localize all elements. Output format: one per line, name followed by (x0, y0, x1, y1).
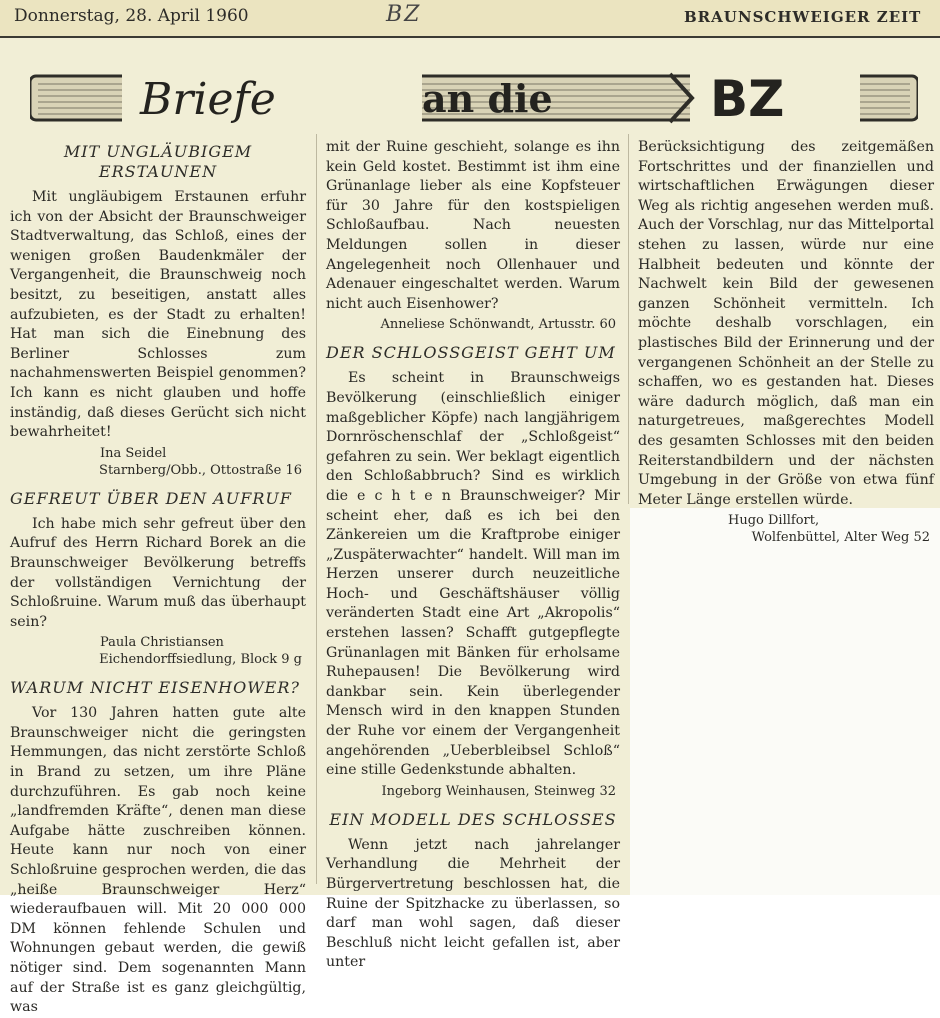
signature (10, 445, 302, 479)
handwritten-mark: BZ (386, 2, 422, 27)
author-address: Starnberg/Obb., Ottostraße 16 (99, 462, 302, 478)
column-1 (10, 138, 306, 1018)
section-banner (30, 68, 918, 126)
letter-body: Ich habe mich sehr gefreut über den Aufruf des Herrn Richard Borek an die Braunschweiger Bevölkerung betreffs der vollständigen Vernichtung der Schloßruine. Warum muß das überhaupt sein? (10, 515, 306, 630)
column-2 (326, 138, 620, 973)
banner-mid: an die (422, 76, 553, 121)
author-address: Eichendorffsiedlung, Block 9 g (99, 652, 302, 668)
newspaper-header (0, 0, 940, 38)
headline: MIT UNGLÄUBIGEM ERSTAUNEN (63, 142, 253, 181)
signature: Ingeborg Weinhausen, Steinweg 32 (381, 783, 616, 799)
letter-body: Vor 130 Jahren hatten gute alte Braunschweiger nicht die geringsten Hemmungen, das nicht zerstörte Schloß in Brand zu setzen, um ihre Pläne durchzuführen. Es gab noch keine „landfremden Kräfte“, denen man diese Aufgabe hätte zuschreiben können. Heute kann nur noch von einer Schloßruine gesprochen werden, die das „heiße Braunschweiger Herz“ wiederaufbauen will. Mit 20 000 000 DM können fehlende Schulen und Wohnungen gebaut werden, die gewiß nötiger sind. Dem sogenannten Mann auf der Straße ist es ganz gleichgültig, was (10, 705, 306, 1016)
letter-body: Mit ungläubigem Erstaunen erfuhr ich von der Absicht der Braunschweiger Stadtverwaltung, das Schloß, eines der wenigen großen Baudenkmäler der Vergangenheit, die Braunschweig noch besitzt, zu beseitigen, anstatt alles aufzubieten, es der Stadt zu erhalten! Hat man sich die Einebnung des Berliner Schlosses zum nachahmenswerten Beispiel genommen? Ich kann es nicht glauben und hoffe inständig, daß dieses Gerücht sich nicht bewahrheitet! (10, 189, 306, 441)
newspaper-name: BRAUNSCHWEIGER ZEIT (684, 8, 922, 26)
letter-body: Es scheint in Braunschweigs Bevölkerung (einschließlich einiger maßgeblicher Köpfe) nach langjährigem Dornröschenschlaf der „Schloßgeist“ gefahren zu sein. Wer beklagt eigentlich den Schloßabbruch? Sind es wirklich die e c h t e n Braunschweiger? Mir scheint eher, daß es ich bei den Zänkereien um die Kraftprobe einiger „Zuspäterwachter“ handelt. Will man im Herzen unserer durch neuzeitliche Hoch- und Geschäftshäuser völlig veränderten Stadt eine Art „Akropolis“ erstehen lassen? Schafft gutgepflegte Grünanlagen mit Bänken für erholsame Ruhepausen! Die Bevölkerung wird dankbar sein. Kein überlegender Mensch wird in den knappen Stunden der Ruhe vor einem der Vergangenheit angehörenden „Ueberbleibsel Schloß“ eine stille Gedenkstunde abhalten. (326, 370, 620, 779)
column-divider (316, 134, 317, 884)
column-divider (628, 134, 629, 504)
column-3 (638, 138, 934, 556)
blank-area (630, 508, 940, 895)
issue-date: Donnerstag, 28. April 1960 (14, 6, 249, 26)
headline: GEFREUT ÜBER DEN AUFRUF (10, 488, 292, 508)
letter-body: mit der Ruine geschieht, solange es ihn kein Geld kostet. Bestimmt ist ihm eine Grünanlage lieber als eine Kopfsteuer für 30 Jahre für den kostspieligen Schloßaufbau. Nach neuesten Meldungen sollen in dieser Angelegenheit noch Ollenhauer und Adenauer eingeschaltet werden. Warum nicht auch Eisenhower? (326, 139, 620, 312)
headline: EIN MODELL DES SCHLOSSES (329, 809, 617, 829)
author-name: Hugo Dillfort, (728, 513, 820, 529)
banner-script: Briefe (140, 74, 276, 125)
signature (638, 512, 930, 546)
author-name: Ina Seidel (100, 445, 167, 461)
banner-bz: BZ (710, 70, 785, 126)
letter-body: Berücksichtigung des zeitgemäßen Fortschrittes und der finanziellen und wirtschaftlichen Erwägungen dieser Weg als richtig angesehen werden muß. Auch der Vorschlag, nur das Mittelportal stehen zu lassen, würde nur eine Halbheit bedeuten und könnte der Nachwelt kein Bild der gewesenen ganzen Schönheit vermitteln. Ich möchte deshalb vorschlagen, ein plastisches Bild der Erinnerung und der vergangenen Schönheit an der Stelle zu schaffen, wo es gestanden hat. Dieses wäre dadurch möglich, daß man ein naturgetreues, maßgerechtes Modell des gesamten Schlosses mit den beiden Reiterstandbildern und der nächsten Umgebung in der Größe von etwa fünf Meter Länge erstellen würde. (638, 139, 934, 508)
signature (10, 634, 302, 668)
letter-body: Wenn jetzt nach jahrelanger Verhandlung die Mehrheit der Bürgervertretung beschlossen hat, die Ruine der Spitzhacke zu überlassen, so darf man wohl sagen, daß dieser Beschluß nicht leicht gefallen ist, aber unter (326, 836, 620, 971)
author-address: Wolfenbüttel, Alter Weg 52 (751, 530, 930, 546)
headline: DER SCHLOSSGEIST GEHT UM (326, 343, 616, 363)
headline: WARUM NICHT EISENHOWER? (10, 678, 300, 698)
author-name: Paula Christiansen (100, 635, 224, 651)
signature: Anneliese Schönwandt, Artusstr. 60 (380, 317, 616, 333)
